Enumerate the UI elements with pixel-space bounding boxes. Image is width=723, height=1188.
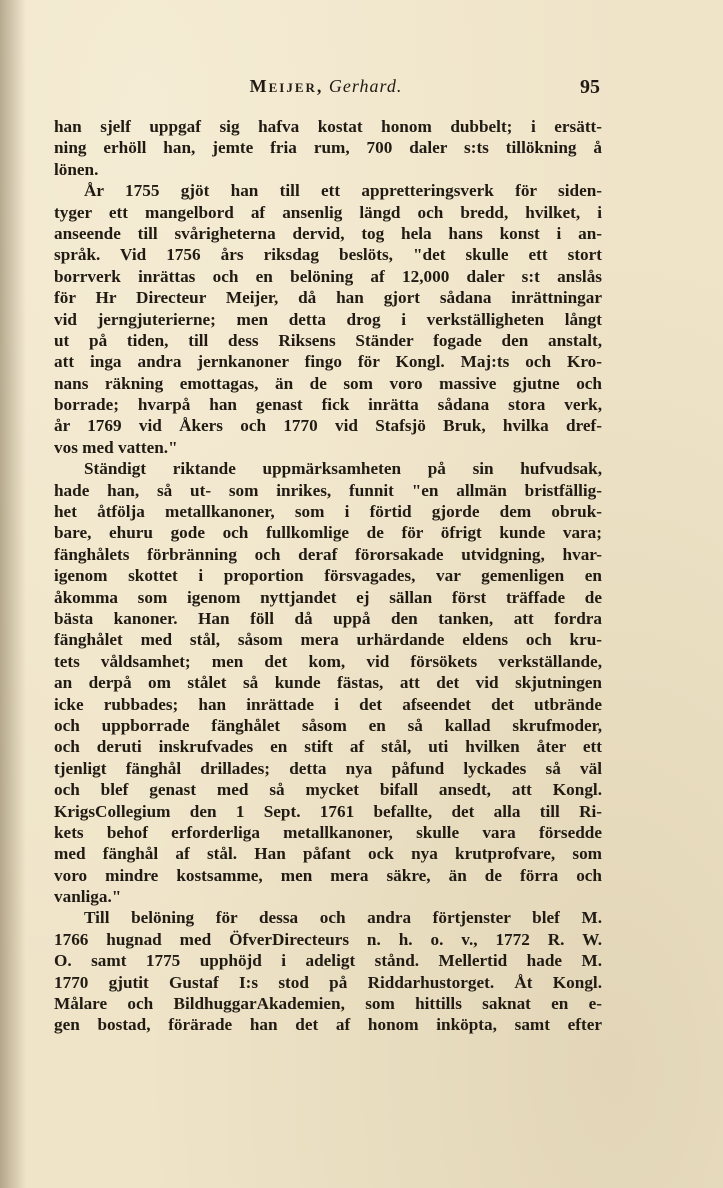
text-line: tjenligt fänghål drillades; detta nya påfund lyckades så väl <box>54 758 602 778</box>
text-line: KrigsCollegium den 1 Sept. 1761 befallte, det alla till Ri- <box>54 801 602 821</box>
body-text <box>54 116 602 1036</box>
text-line: språk. Vid 1756 års riksdag beslöts, "det skulle ett stort <box>54 245 602 265</box>
running-head <box>52 76 600 97</box>
text-line: 1770 gjutit Gustaf I:s stod på Riddarhustorget. Åt Kongl. <box>54 972 602 992</box>
text-line: lönen. <box>54 159 99 179</box>
gutter-shadow <box>0 0 26 1188</box>
text-line: Målare och BildhuggarAkademien, som hittills saknat en e- <box>54 994 602 1014</box>
page-number: 95 <box>580 76 600 98</box>
text-line: Till belöning för dessa och andra förtjenster blef M. <box>84 908 602 928</box>
text-line: kets behof erforderliga metallkanoner, skulle vara försedde <box>54 822 602 842</box>
text-line: 1766 hugnad med ÖfverDirecteurs n. h. o. v., 1772 R. W. <box>54 929 602 949</box>
text-line: icke rubbades; han inrättade i det afseendet det utbrände <box>54 694 602 714</box>
text-line: het åtfölja metallkanoner, som i förtid gjorde dem obruk- <box>54 502 602 522</box>
text-line: fänghålets förbränning och deraf förorsakade utvidgning, hvar- <box>54 544 602 564</box>
text-line: O. samt 1775 upphöjd i adeligt stånd. Mellertid hade M. <box>54 951 602 971</box>
text-line: bare, ehuru gode och fullkomlige de för öfrigt kunde vara; <box>54 523 602 543</box>
text-line: hade han, så ut- som inrikes, funnit "en allmän bristfällig- <box>54 480 602 500</box>
text-line: vos med vatten." <box>54 437 178 457</box>
text-line: och blef genast med så mycket bifall ansedt, att Kongl. <box>54 780 602 800</box>
text-line: an derpå om stålet så kunde fästas, att det vid skjutningen <box>54 673 602 693</box>
text-line: vid jerngjuterierne; men detta drog i verkställigheten långt <box>54 309 602 329</box>
text-line: att inga andra jernkanoner fingo för Kongl. Maj:ts och Kro- <box>54 352 602 372</box>
text-line: borrverk inrättas och en belöning af 12,000 daler s:t anslås <box>54 266 602 286</box>
text-line: gen bostad, förärade han det af honom inköpta, samt efter <box>54 1015 602 1035</box>
text-line: och deruti inskrufvades en stift af stål, uti hvilken åter ett <box>54 737 602 757</box>
text-line: och uppborrade fänghålet såsom en så kallad skrufmoder, <box>54 715 602 735</box>
page-header <box>52 76 600 102</box>
text-line: År 1755 gjöt han till ett appretteringsverk för siden- <box>84 181 602 201</box>
text-line: fänghålet med stål, såsom mera urhärdande eldens och kru- <box>54 630 602 650</box>
text-line: med fänghål af stål. Han påfant ock nya krutprofvare, som <box>54 844 602 864</box>
text-line: bästa kanoner. Han föll då uppå den tanken, att fordra <box>54 608 602 628</box>
text-line: ning erhöll han, jemte fria rum, 700 daler s:ts tillökning å <box>54 138 602 158</box>
header-given-name: Gerhard. <box>328 76 403 96</box>
text-line: anseende till svårigheterna dervid, tog hela hans konst i an- <box>54 223 602 243</box>
text-line: Ständigt riktande uppmärksamheten på sin hufvudsak, <box>84 459 602 479</box>
text-line: han sjelf uppgaf sig hafva kostat honom dubbelt; i ersätt- <box>54 117 602 136</box>
text-line: tyger ett mangelbord af ansenlig längd och bredd, hvilket, i <box>54 202 602 222</box>
text-line: voro mindre kostsamme, men mera säkre, än de förra och <box>54 865 602 885</box>
text-line: år 1769 vid Åkers och 1770 vid Stafsjö Bruk, hvilka dref- <box>54 416 602 436</box>
text-line: nans räkning emottagas, än de som voro massive gjutne och <box>54 373 602 393</box>
text-line: borrade; hvarpå han genast fick inrätta sådana stora verk, <box>54 395 602 415</box>
text-line: vanliga." <box>54 887 122 907</box>
text-line: för Hr Directeur Meijer, då han gjort sådana inrättningar <box>54 288 602 308</box>
text-line: tets våldsamhet; men det kom, vid försökets verkställande, <box>54 651 602 671</box>
text-line: åkomma som igenom nyttjandet ej sällan först träffade de <box>54 587 602 607</box>
header-surname: Meijer, <box>249 76 324 96</box>
text-line: igenom skottet i proportion försvagades, var gemenligen en <box>54 566 602 586</box>
text-line: ut på tiden, till dess Riksens Ständer fogade den anstalt, <box>54 330 602 350</box>
